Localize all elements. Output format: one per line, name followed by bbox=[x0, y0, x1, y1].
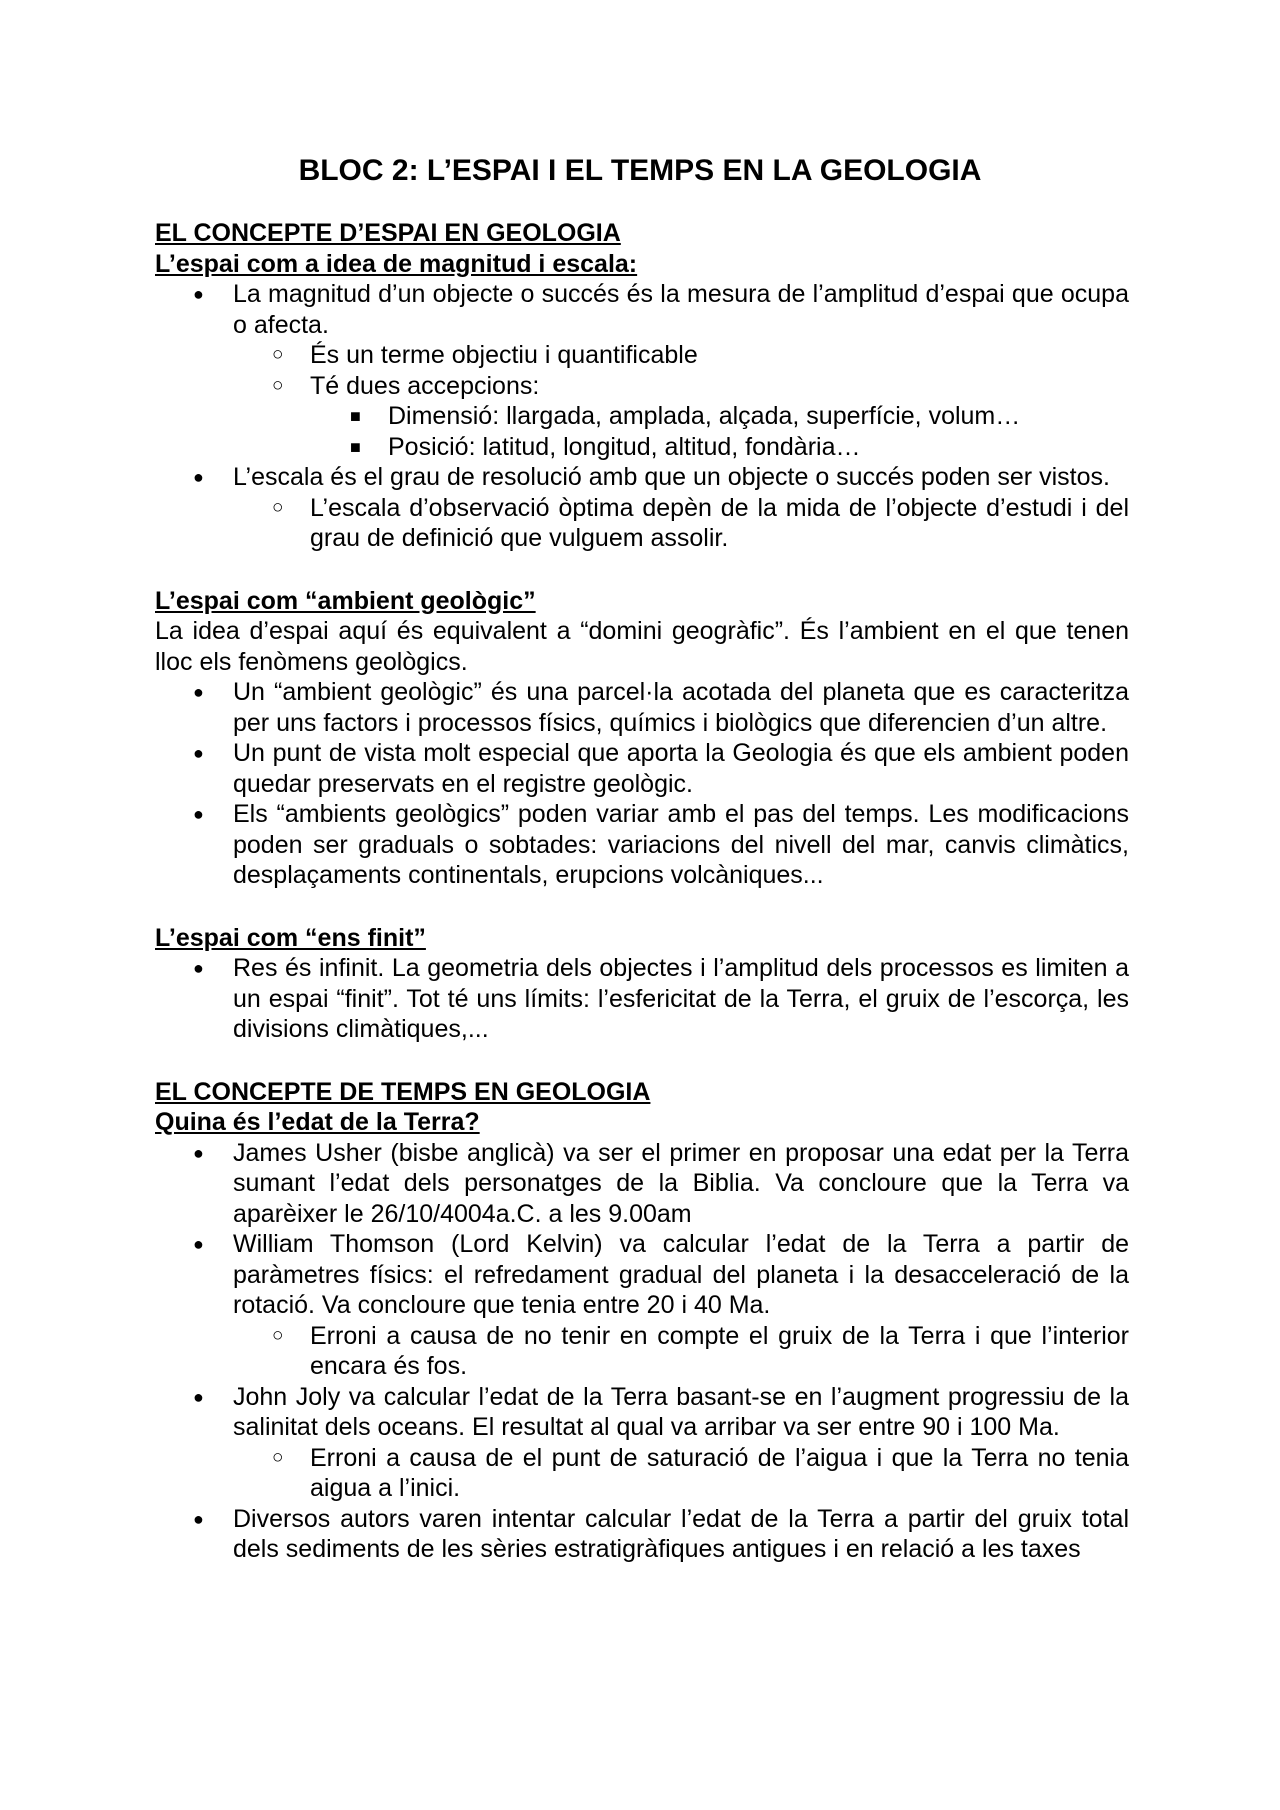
list-item bbox=[155, 462, 1129, 493]
list-item-text: Erroni a causa de el punt de saturació de l’aigua i que la Terra no tenia aigua a l’inici. bbox=[310, 1443, 1129, 1502]
list-item-text: L’escala és el grau de resolució amb que un objecte o succés poden ser vistos. bbox=[233, 463, 1110, 491]
list-item bbox=[155, 799, 1129, 891]
subheading-ens-finit: L’espai com “ens finit” bbox=[155, 923, 426, 952]
circle-bullet-icon: ○ bbox=[272, 496, 284, 518]
list-item bbox=[155, 677, 1129, 738]
list-item-text: John Joly va calcular l’edat de la Terra basant-se en l’augment progressiu de la salinitat dels oceans. El resultat al qual va arribar va ser entre 90 i 100 Ma. bbox=[233, 1382, 1129, 1441]
list-item-text: Un “ambient geològic” és una parcel·la acotada del planeta que es caracteritza per uns factors i processos físics, químics i biològics que diferencien d’un altre. bbox=[233, 678, 1129, 737]
subheading-ambient-geologic: L’espai com “ambient geològic” bbox=[155, 586, 536, 615]
list-item-text: Posició: latitud, longitud, altitud, fondària… bbox=[388, 432, 861, 461]
bullet-icon: ● bbox=[193, 284, 204, 304]
document-body bbox=[155, 218, 1129, 1565]
circle-bullet-icon: ○ bbox=[272, 374, 284, 396]
bullet-icon: ● bbox=[193, 467, 204, 487]
list-item-text: L’escala d’observació òptima depèn de la mida de l’objecte d’estudi i del grau de definició que vulguem assolir. bbox=[310, 493, 1129, 552]
list-item-text: William Thomson (Lord Kelvin) va calcular l’edat de la Terra a partir de paràmetres físics: el refredament gradual del planeta i la desacceleració de la rotació. Va concloure que tenia entre 20 i 40 Ma. bbox=[233, 1230, 1129, 1319]
list-item-text: És un terme objectiu i quantificable bbox=[310, 341, 698, 369]
list-item bbox=[155, 432, 1129, 463]
list-item bbox=[155, 401, 1129, 432]
list-item-text: Dimensió: llargada, amplada, alçada, superfície, volum… bbox=[388, 402, 1021, 430]
circle-bullet-icon: ○ bbox=[272, 344, 284, 365]
section-heading-temps: EL CONCEPTE DE TEMPS EN GEOLOGIA bbox=[155, 1077, 651, 1106]
list-item bbox=[155, 1321, 1129, 1382]
subheading-edat-terra: Quina és l’edat de la Terra? bbox=[155, 1108, 480, 1136]
bullet-icon: ● bbox=[193, 682, 204, 702]
subheading-magnitud-escala: L’espai com a idea de magnitud i escala: bbox=[155, 249, 638, 278]
list-item-text: Erroni a causa de no tenir en compte el gruix de la Terra i que l’interior encara és fos. bbox=[310, 1321, 1129, 1380]
square-bullet-icon: ■ bbox=[350, 436, 361, 457]
list-item bbox=[155, 340, 1129, 371]
circle-bullet-icon: ○ bbox=[272, 1446, 284, 1468]
bullet-icon: ● bbox=[193, 743, 204, 763]
bullet-icon: ● bbox=[193, 958, 204, 978]
list-item bbox=[155, 1443, 1129, 1504]
bullet-icon: ● bbox=[193, 1386, 204, 1407]
bullet-icon: ● bbox=[193, 1142, 204, 1163]
list-item bbox=[155, 493, 1129, 554]
list-item bbox=[155, 1504, 1129, 1565]
list-item-text: La magnitud d’un objecte o succés és la mesura de l’amplitud d’espai que ocupa o afecta. bbox=[233, 280, 1129, 339]
list-item bbox=[155, 1138, 1129, 1230]
list-item-text: Els “ambients geològics” poden variar amb el pas del temps. Les modificacions poden ser graduals o sobtades: variacions del nivell del mar, canvis climàtics, desplaçaments continentals, erupcions volcàniques... bbox=[233, 800, 1129, 889]
list-item bbox=[155, 279, 1129, 340]
list-item-text: Res és infinit. La geometria dels objectes i l’amplitud dels processos es limiten a un espai “finit”. Tot té uns límits: l’esfericitat de la Terra, el gruix de l’escorça, les divisions climàtiques,... bbox=[233, 954, 1129, 1043]
list-item-text: James Usher (bisbe anglicà) va ser el primer en proposar una edat per la Terra sumant l’edat dels personatges de la Biblia. Va concloure que la Terra va aparèixer le 26/10/4004a.C. a les 9.00am bbox=[233, 1138, 1129, 1228]
document-title: BLOC 2: L’ESPAI I EL TEMPS EN LA GEOLOGIA bbox=[298, 154, 982, 187]
list-item bbox=[155, 1382, 1129, 1443]
list-item bbox=[155, 371, 1129, 402]
list-item bbox=[155, 1229, 1129, 1321]
paragraph: La idea d’espai aquí és equivalent a “domini geogràfic”. És l’ambient en el que tenen lloc els fenòmens geològics. bbox=[155, 617, 1129, 676]
bullet-icon: ● bbox=[193, 1508, 204, 1529]
section-heading-espai: EL CONCEPTE D’ESPAI EN GEOLOGIA bbox=[155, 219, 621, 247]
list-item bbox=[155, 738, 1129, 799]
list-item-text: Diversos autors varen intentar calcular l’edat de la Terra a partir del gruix total dels sediments de les sèries estratigràfiques antigues i en relació a les taxes bbox=[233, 1504, 1129, 1563]
list-item bbox=[155, 953, 1129, 1045]
circle-bullet-icon: ○ bbox=[272, 1324, 284, 1346]
list-item-text: Té dues accepcions: bbox=[310, 371, 540, 400]
list-item-text: Un punt de vista molt especial que aporta la Geologia és que els ambient poden quedar preservats en el registre geològic. bbox=[233, 739, 1129, 798]
bullet-icon: ● bbox=[193, 804, 204, 824]
square-bullet-icon: ■ bbox=[350, 406, 361, 426]
bullet-icon: ● bbox=[193, 1234, 204, 1254]
